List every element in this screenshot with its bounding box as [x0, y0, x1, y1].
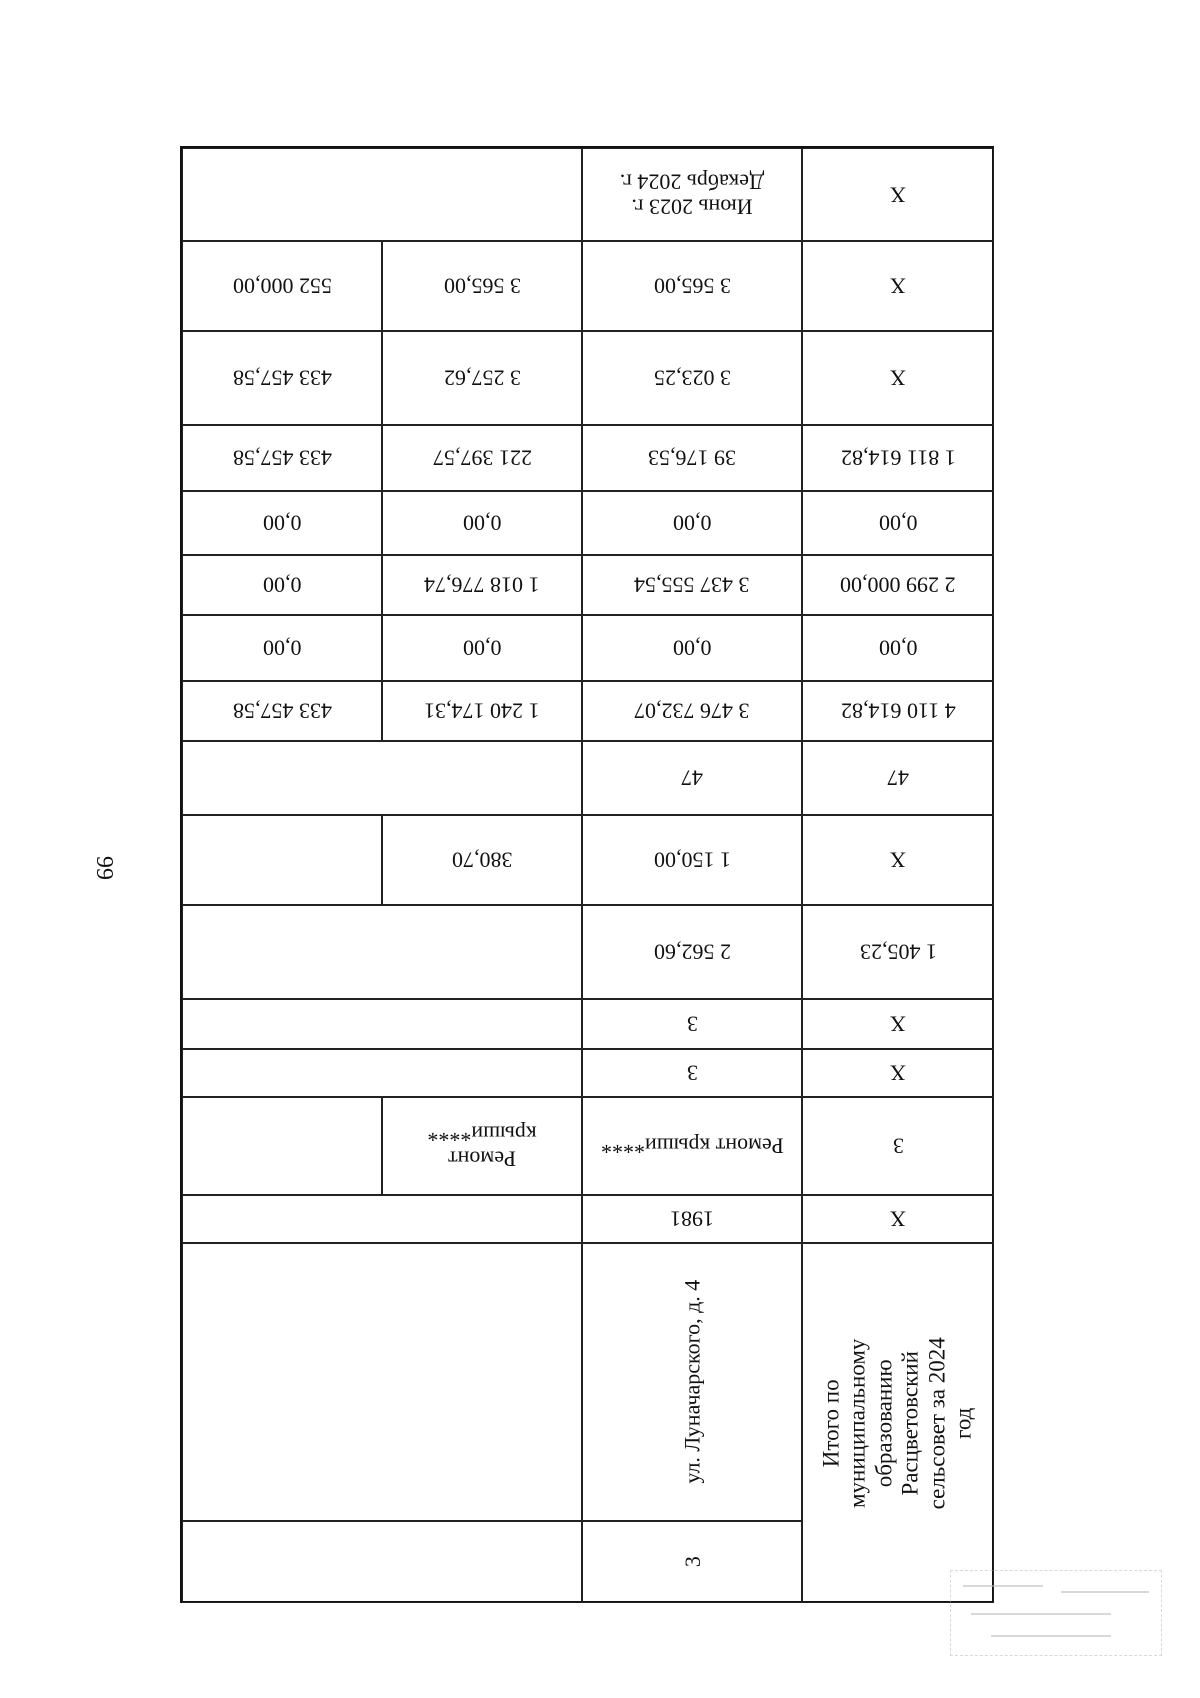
index-cell: 3 — [582, 1521, 802, 1603]
table-cell: 2 562,60 — [582, 905, 802, 999]
table-cell: X — [802, 241, 994, 331]
table-cell: 0,00 — [182, 615, 382, 681]
table-cell: 433 457,58 — [182, 681, 382, 741]
table-cell: 0,00 — [582, 615, 802, 681]
table-cell: 3 565,00 — [582, 241, 802, 331]
table-cell: 0,00 — [382, 491, 582, 555]
table-cell: 0,00 — [182, 491, 382, 555]
total-label-cell: Итого по муниципальному образованию Расцветовский сельсовет за 2024 год — [802, 1243, 994, 1603]
faint-stamp — [950, 1570, 1162, 1656]
table-cell: 3 257,62 — [382, 331, 582, 425]
table-cell: 39 176,53 — [582, 425, 802, 491]
table-cell — [182, 1049, 582, 1097]
table-cell — [182, 1097, 382, 1195]
table-cell — [182, 905, 582, 999]
table-cell: 3 437 555,54 — [582, 555, 802, 615]
table-cell: X — [802, 148, 994, 241]
table-cell: 3 — [582, 1049, 802, 1097]
table-cell: Ремонт крыши**** — [582, 1097, 802, 1195]
table-cell: 1 018 776,74 — [382, 555, 582, 615]
data-table — [180, 146, 994, 1603]
table-cell — [182, 741, 582, 815]
table-cell: 1 405,23 — [802, 905, 994, 999]
table-cell — [182, 1195, 582, 1243]
table-cell — [182, 1521, 582, 1603]
table-cell: 2 299 000,00 — [802, 555, 994, 615]
table-cell: 221 397,57 — [382, 425, 582, 491]
table-cell: 3 023,25 — [582, 331, 802, 425]
table-cell: 1 811 614,82 — [802, 425, 994, 491]
table-cell — [182, 1243, 582, 1521]
table-cell: 380,70 — [382, 815, 582, 905]
table-cell: Июнь 2023 г. Декабрь 2024 г. — [582, 148, 802, 241]
table-cell: 1 240 174,31 — [382, 681, 582, 741]
table-cell: 0,00 — [802, 491, 994, 555]
table-cell: 0,00 — [182, 555, 382, 615]
address-cell: ул. Луначарского, д. 4 — [582, 1243, 802, 1521]
table-cell: 3 476 732,07 — [582, 681, 802, 741]
table-cell: Ремонт крыши**** — [382, 1097, 582, 1195]
table-cell: X — [802, 815, 994, 905]
table-cell: 3 565,00 — [382, 241, 582, 331]
table-cell: 1981 — [582, 1195, 802, 1243]
table-cell: 4 110 614,82 — [802, 681, 994, 741]
table-cell — [182, 999, 582, 1049]
table-cell — [182, 148, 582, 241]
table-cell: 433 457,58 — [182, 425, 382, 491]
table-cell — [182, 815, 382, 905]
table-cell: 552 000,00 — [182, 241, 382, 331]
table-cell: 0,00 — [382, 615, 582, 681]
table-cell: 0,00 — [582, 491, 802, 555]
table-cell: X — [802, 331, 994, 425]
page-number: 99 — [91, 856, 118, 880]
table-cell: 47 — [802, 741, 994, 815]
table-cell: 3 — [802, 1097, 994, 1195]
table-cell: 3 — [582, 999, 802, 1049]
table-cell: X — [802, 1049, 994, 1097]
table-cell: X — [802, 1195, 994, 1243]
table-cell: 1 150,00 — [582, 815, 802, 905]
table-cell: 47 — [582, 741, 802, 815]
table-cell: 433 457,58 — [182, 331, 382, 425]
table-cell: 0,00 — [802, 615, 994, 681]
table-cell: X — [802, 999, 994, 1049]
